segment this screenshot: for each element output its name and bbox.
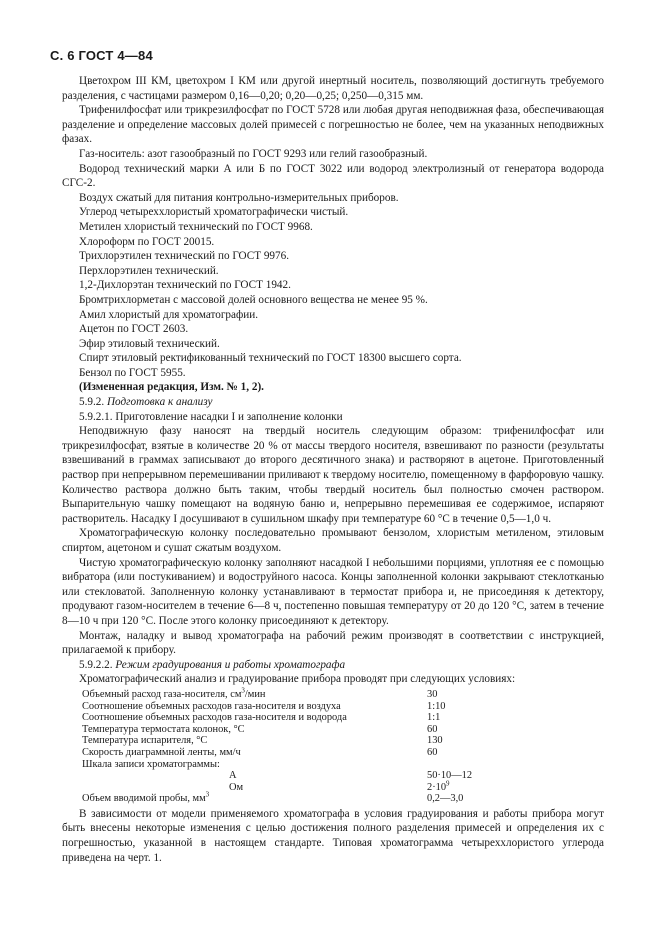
paragraph: Углерод четыреххлористый хроматографически чистый. [79, 206, 349, 219]
page-body [62, 74, 604, 865]
paragraph: Цветохром III КМ, цветохром I КМ или другой инертный носитель, позволяющий достигнуть требуемого разделения, с частицами размером 0,16—0,20; 0,20—0,25; 0,250—0,315 мм. [62, 75, 604, 102]
paragraph: Трихлорэтилен технический по ГОСТ 9976. [79, 250, 290, 263]
paragraph: Монтаж, наладку и вывод хроматографа на рабочий режим производят в соответствии с инструкцией, прилагаемой к прибору. [62, 629, 604, 657]
section-heading [62, 395, 604, 410]
condition-value: 50·10—12 [427, 770, 473, 782]
condition-name: Объем вводимой пробы, $мм^3$ [82, 790, 210, 805]
conditions-row [82, 779, 604, 794]
paragraph: Амил хлористый для хроматографии. [79, 308, 258, 321]
condition-value: 60 [427, 723, 438, 735]
paragraph: Хроматографический анализ и градуирование прибора проводят при следующих условиях: [79, 673, 516, 686]
conditions-row [82, 712, 604, 724]
conditions-table [82, 686, 604, 805]
section-title: Режим градуирования и работы хроматографа [115, 658, 346, 671]
paragraph: 1,2-Дихлорэтан технический по ГОСТ 1942. [79, 279, 291, 292]
condition-value [427, 759, 577, 771]
subsection-heading: 5.9.2.1. Приготовление насадки I и заполнение колонки [79, 410, 343, 423]
condition-name: Объемный расход газа-носителя, $см^3$/мин [82, 686, 266, 700]
paragraph: Эфир этиловый технический. [79, 337, 220, 350]
condition-value: 30 [427, 688, 438, 700]
paragraph: Хлороформ по ГОСТ 20015. [79, 235, 215, 248]
paragraph: Газ-носитель: азот газообразный по ГОСТ 9293 или гелий газообразный. [79, 147, 428, 160]
paragraph: Метилен хлористый технический по ГОСТ 9968. [79, 220, 313, 233]
paragraph: Спирт этиловый ректификованный технический по ГОСТ 18300 высшего сорта. [79, 352, 462, 365]
section-heading [62, 658, 604, 673]
condition-name: Температура испарителя, °С [82, 735, 208, 747]
condition-value: 1:10 [427, 700, 446, 712]
conditions-row [82, 747, 604, 759]
conditions-row [82, 701, 604, 713]
paragraph: Воздух сжатый для питания контрольно-измерительных приборов. [79, 191, 399, 204]
section-number: 5.9.2. [79, 396, 105, 409]
conditions-row [82, 790, 604, 805]
paragraph: Чистую хроматографическую колонку заполняют насадкой I небольшими порциями, уплотняя ее с помощью вибратора (или постукиванием) и водоструйного насоса. Концы заполненной колонки закрывают стеклотканью или стекловатой. Заполненную колонку устанавливают в термостат прибора и, не присоединяя к детектору, продувают газом-носителем в течение 6—8 ч, постепенно повышая температуру от 20 до 120 °С, затем в течение 8—10 ч при 120 °С. После этого колонку присоединяют к детектору. [62, 556, 604, 627]
paragraph: Водород технический марки А или Б по ГОСТ 3022 или водород электролизный от генератора водорода СГС-2. [62, 162, 604, 190]
condition-value: 130 [427, 735, 443, 747]
page-header: С. 6 ГОСТ 4—84 [50, 48, 153, 63]
condition-value: 60 [427, 746, 438, 758]
condition-name: Соотношение объемных расходов газа-носителя и воздуха [82, 700, 341, 712]
condition-value: $2\cdot 10^9$ [427, 779, 450, 793]
amendment-note: (Измененная редакция, Изм. № 1, 2). [79, 381, 264, 394]
condition-value: 0,2—3,0 [427, 793, 464, 805]
condition-name: Температура термостата колонок, °С [82, 723, 245, 735]
paragraph: Хроматографическую колонку последовательно промывают бензолом, хлористым метиленом, этиловым спиртом, ацетоном и сушат сжатым воздухом. [62, 527, 604, 554]
paragraph: Ацетон по ГОСТ 2603. [79, 323, 189, 336]
condition-value: 1:1 [427, 712, 441, 724]
paragraph: Перхлорэтилен технический. [79, 264, 219, 277]
conditions-row [82, 770, 604, 782]
paragraph: Бромтрихлорметан с массовой долей основного вещества не менее 95 %. [79, 293, 428, 306]
condition-name: Шкала записи хроматограммы: [82, 758, 220, 770]
condition-name: Соотношение объемных расходов газа-носителя и водорода [82, 712, 347, 724]
section-number: 5.9.2.2. [79, 658, 113, 671]
condition-name: А [229, 770, 237, 782]
section-title: Подготовка к анализу [106, 396, 213, 409]
conditions-row [82, 686, 604, 701]
condition-name: Ом [229, 781, 244, 793]
paragraph: Неподвижную фазу наносят на твердый носитель следующим образом: трифенилфосфат или трикрезилфосфат, взятые в количестве 20 % от массы твердого носителя, взвешивают по разности (результаты взвешиваний в граммах записывают до второго десятичного знака) и растворяют в ацетоне. Приготовленный раствор при непрерывном перемешивании приливают к твердому носителю, помещенному в фарфоровую чашку. Количество раствора должно быть таким, чтобы твердый носитель был полностью смочен раствором. Выпарительную чашку помещают на водяную баню и, непрерывно перемешивая ее содержимое, испаряют растворитель. Насадку I досушивают в сушильном шкафу при температуре 60 °С в течение 0,5—1,0 ч. [62, 425, 604, 525]
paragraph: В зависимости от модели применяемого хроматографа в условия градуирования и работы прибора могут быть внесены некоторые изменения с целью достижения полного разделения примесей и определения их с погрешностью, указанной в настоящем стандарте. Типовая хроматограмма четыреххлористого углерода приведена на черт. 1. [62, 807, 604, 864]
conditions-row [82, 724, 604, 736]
condition-name: Скорость диаграммной ленты, мм/ч [82, 746, 241, 758]
conditions-row [82, 759, 604, 771]
paragraph: Бензол по ГОСТ 5955. [79, 366, 186, 379]
paragraph: Трифенилфосфат или трикрезилфосфат по ГОСТ 5728 или любая другая неподвижная фаза, обеспечивающая разделение и определение массовых долей примесей с погрешностью не более, чем на указанных неподвижных фазах. [62, 104, 604, 146]
conditions-row [82, 735, 604, 747]
